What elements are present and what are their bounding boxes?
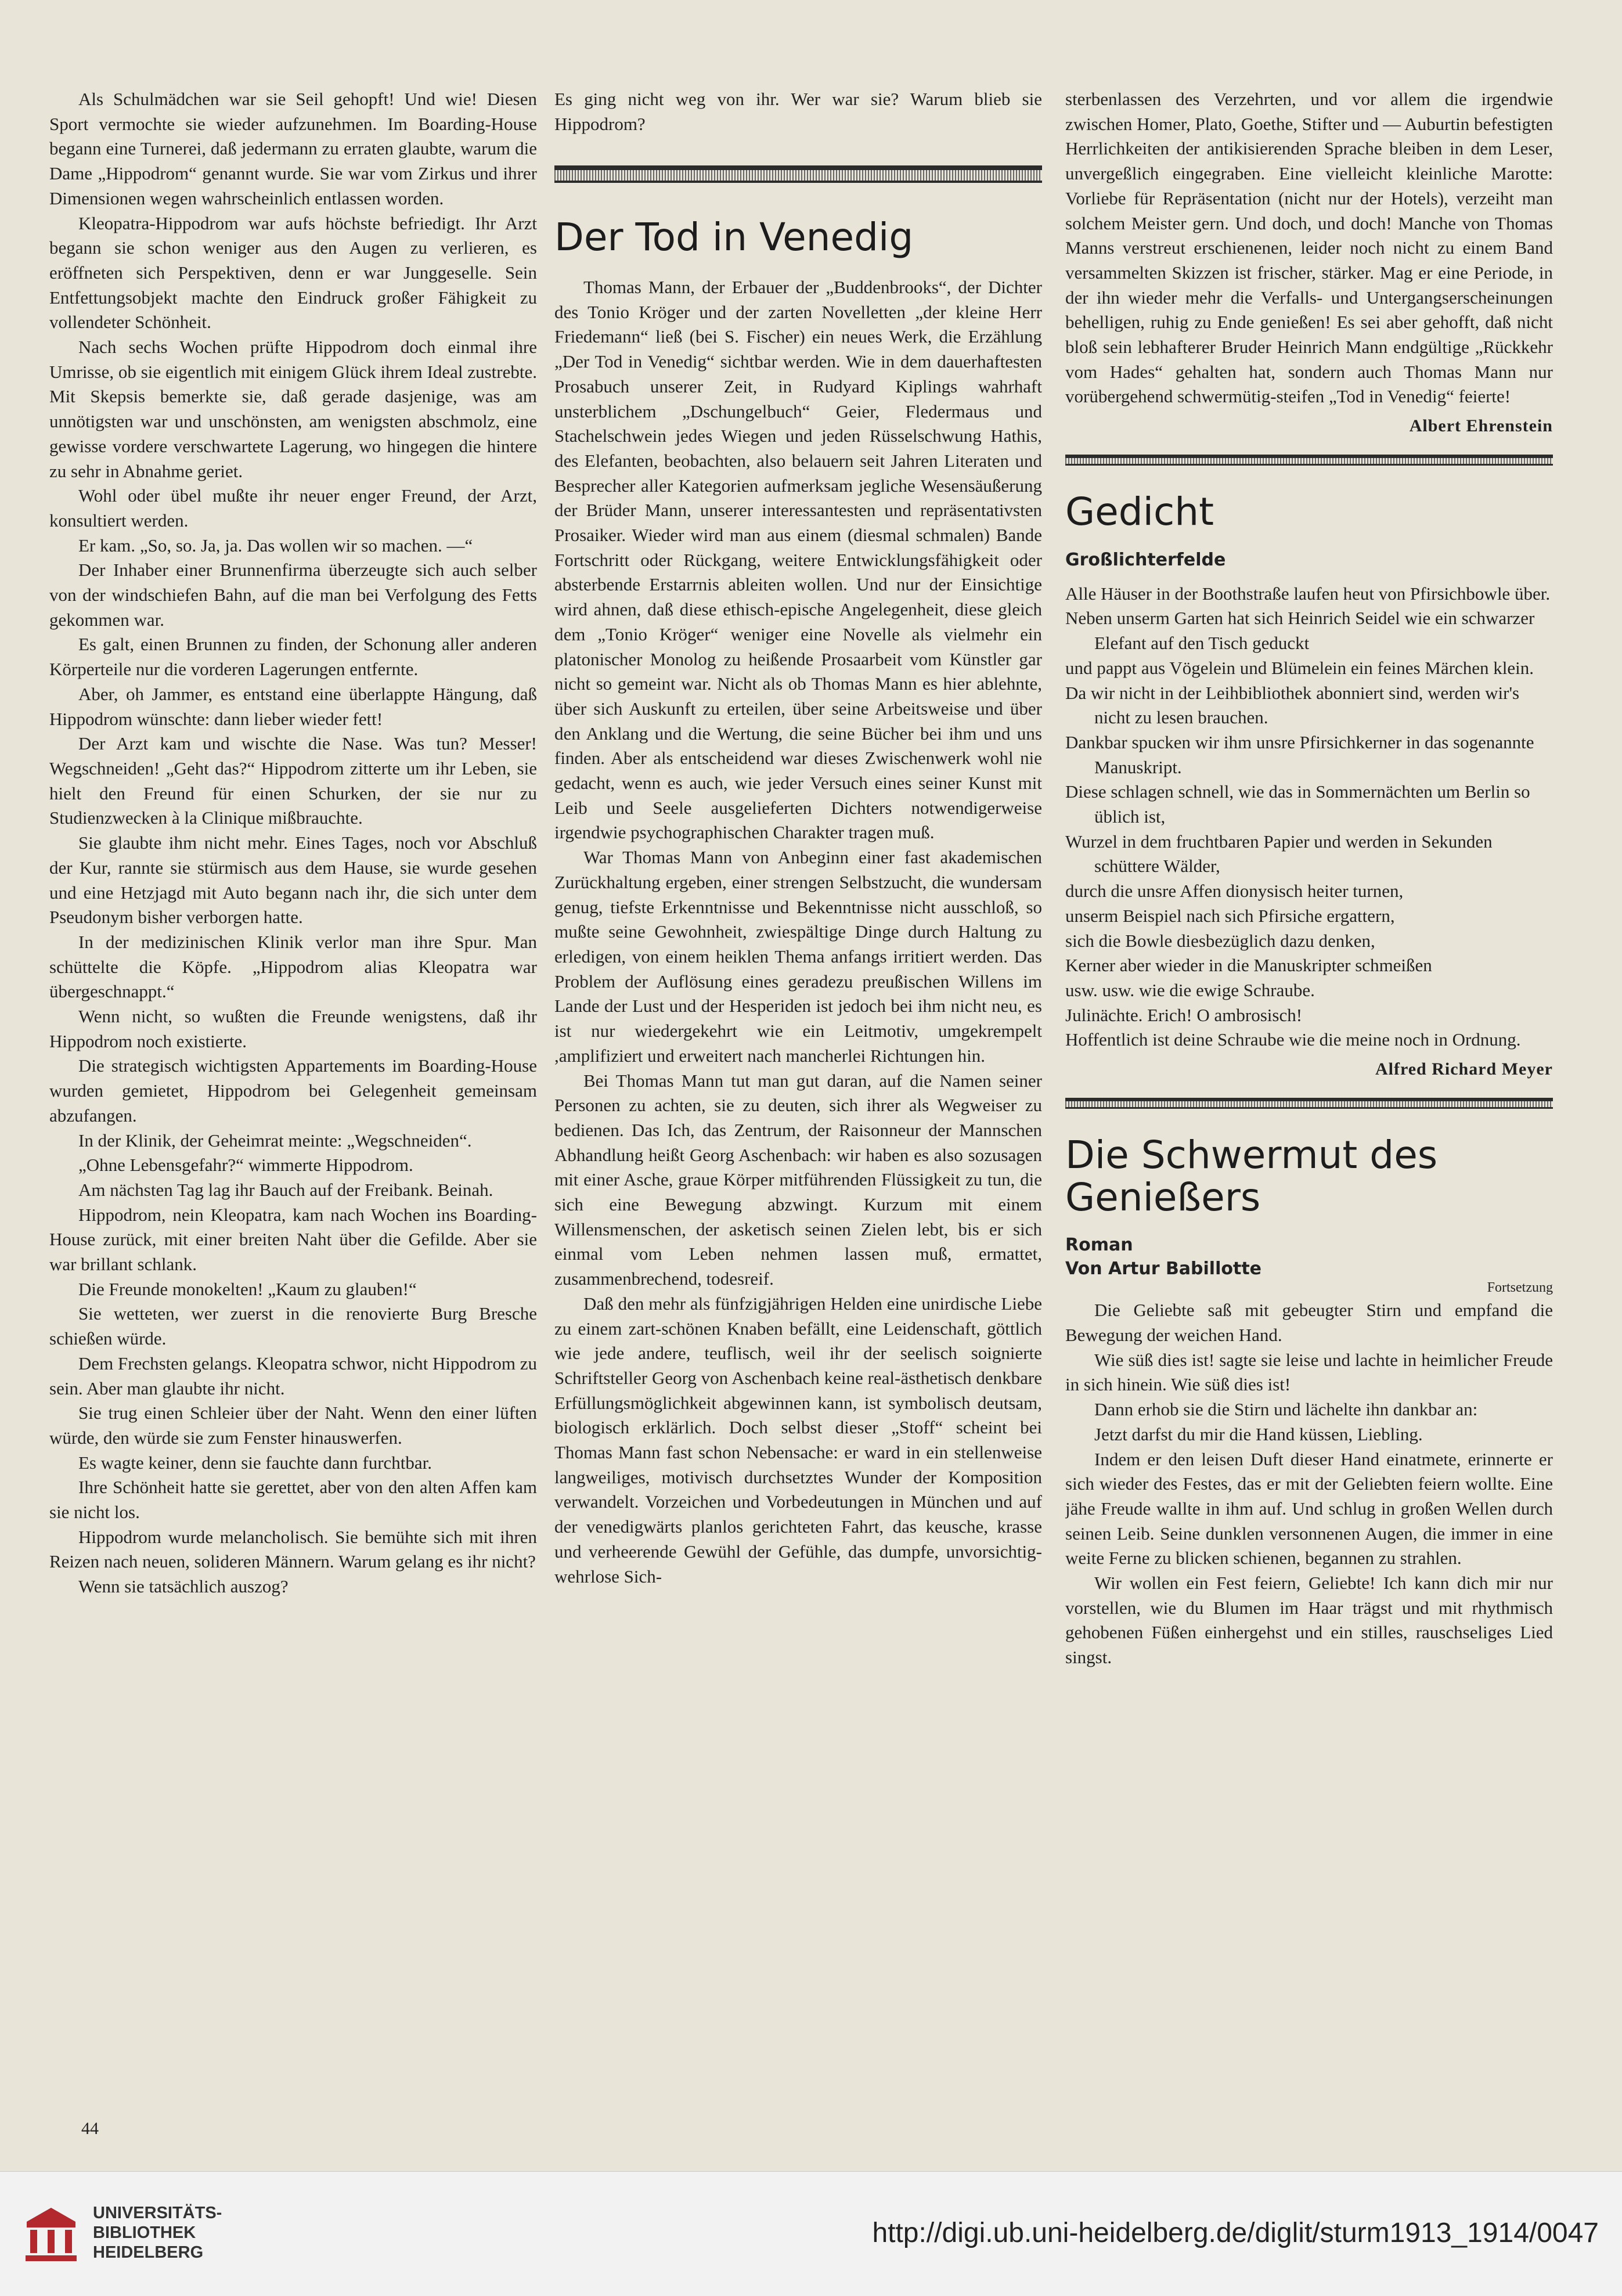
paragraph: Es wagte keiner, denn sie fauchte dann furchtbar. [78, 1452, 432, 1473]
column-3 [1065, 87, 1553, 1670]
paragraph: War Thomas Mann von Anbeginn einer fast akademischen Zurückhaltung ergeben, einer strengen Selbstzucht, die wundersam genug, tiefste Erkenntnisse und Bekenntnisse nicht ausschloß, so mußte seine Gewohnheit, zwiespältige Dinge durch Haltung zu erledigen, von einem heiklen Thema anfangs irritiert werden. Das Problem der Auflösung eines geradezu preußischen Willens im Lande der Lust und der Hesperiden ist jedoch bei ihm nicht neu, es ist nur wiedergekehrt wie ein Leitmotiv, umgekrempelt ,amplifiziert und erweitert nach mancherlei Richtungen hin. [554, 847, 1042, 1066]
poem-line: Da wir nicht in der Leihbibliothek abonniert sind, werden wir's nicht zu lesen brauchen. [1065, 682, 1520, 728]
poem-line: und pappt aus Vögelein und Blümelein ein feines Märchen klein. [1065, 657, 1534, 678]
paragraph: Die Geliebte saß mit gebeugter Stirn und empfand die Bewegung der weichen Hand. [1065, 1300, 1553, 1345]
paragraph: sterbenlassen des Verzehrten, und vor allem die irgendwie zwischen Homer, Plato, Goethe, Stifter und — Auburtin befestigten Herrlichkeiten der antikisierenden Sprache bleiben in dem Leser, unvergeßlich eingegraben. Eine vielleicht kleinliche Marotte: Vorliebe für Repräsentation (nicht nur der Hotels), verzeiht man solchem Meister gern. Und doch, und doch! Manche von Thomas Manns verstreut erschienenen, leider noch nicht zu einem Band versammelten Skizzen ist frischer, stärker. Mag er eine Periode, in der ihn wieder mehr die Verfalls- und Untergangserscheinungen behelligen, ruhig zu Ende genießen! Es sei aber gehofft, daß nicht bloß sein lebhafterer Bruder Heinrich Mann endgültige „Rückkehr vom Hades“ gehalten hat, sondern auch Thomas Mann nur vorübergehend schwermütig-steifen „Tod in Venedig“ feierte! [1065, 89, 1553, 407]
poem-line: Wurzel in dem fruchtbaren Papier und werden in Sekunden schüttere Wälder, [1065, 831, 1493, 877]
section-divider [554, 165, 1042, 183]
library-logo-text [93, 2203, 222, 2262]
poem-line: Hoffentlich ist deine Schraube wie die meine noch in Ordnung. [1065, 1029, 1521, 1050]
author-byline: Albert Ehrenstein [1409, 416, 1553, 436]
paragraph: Aber, oh Jammer, es entstand eine überlappte Hängung, daß Hippodrom wünschte: dann lieber wieder fett! [49, 683, 537, 729]
source-url-link[interactable]: http://digi.ub.uni-heidelberg.de/diglit/sturm1913_1914/0047 [872, 2218, 1599, 2248]
poem-line: Alle Häuser in der Boothstraße laufen heut von Pfirsichbowle über. [1065, 583, 1551, 604]
poem-line: Kerner aber wieder in die Manuskripter schmeißen [1065, 955, 1432, 976]
poem-subtitle: Großlichterfelde [1065, 549, 1226, 570]
poem-line: Dankbar spucken wir ihm unsre Pfirsichkerner in das sogenannte Manuskript. [1065, 731, 1534, 777]
paragraph: Sie trug einen Schleier über der Naht. Wenn den einer lüften würde, den würde sie zum Fenster hinauswerfen. [49, 1403, 537, 1448]
logo-line: BIBLIOTHEK [93, 2223, 196, 2242]
poem-line: Neben unserm Garten hat sich Heinrich Seidel wie ein schwarzer Elefant auf den Tisch geduckt [1065, 608, 1535, 654]
paragraph: Thomas Mann, der Erbauer der „Buddenbrooks“, der Dichter des Tonio Kröger und der zarten Novelletten „der kleine Herr Friedemann“ ließ (bei S. Fischer) ein neues Werk, die Erzählung „Der Tod in Venedig“ sichtbar werden. Wie in dem dauerhaftesten Prosabuch unserer Zeit, in Rudyard Kiplings wahrhaft unsterblichem „Dschungelbuch“ Geier, Fledermaus und Stachelschwein jedes Wiegen und jeden Rüsselschwung Hathis, des Elefanten, beobachten, also belauern seit Jahren Literaten und Besprecher aller Kategorien aufmerksam jegliche Wesensäußerung der Brüder Mann, unserer interessantesten und repräsentativsten Prosaiker. Wieder wird man aus einem (diesmal schmalen) Bande Fortschritt oder Rückgang, weitere Entwicklungsfähigkeit oder absterbende Erstarrnis ableiten wollen. Und nur der Einsichtige wird ahnen, daß diese ethisch-epische Angelegenheit, diese gleich dem „Tonio Kröger“ weniger eine Novelle als vielmehr ein platonischer Monolog zu heißende Prosaarbeit vom Künstler gar nicht so gemeint war. Nicht als ob Thomas Mann es hier ablehnte, über sich Auskunft zu erteilen, über seine Arbeitsweise und über den Anklang und die Wertung, die seine Bücher bei ihm und uns finden. Aber als entscheidend war dieses Zwischenwerk wohl nie gedacht, wenn es auch, wie jeder Versuch eines seiner Kunst mit Leib und Seele ausgelieferten Dichters notwendigerweise irgendwie psychographischen Charakter tragen muß. [554, 277, 1042, 843]
paragraph: In der Klinik, der Geheimrat meinte: „Wegschneiden“. [78, 1130, 472, 1151]
paragraph: Es galt, einen Brunnen zu finden, der Schonung aller anderen Körperteile nur die vorderen Lagerungen entfernte. [49, 634, 537, 680]
paragraph: Hippodrom wurde melancholisch. Sie bemühte sich mit ihren Reizen nach neuen, solideren Männern. Warum gelang es ihr nicht? [49, 1526, 537, 1572]
library-footer [0, 2171, 1622, 2296]
paragraph: Als Schulmädchen war sie Seil gehopft! Und wie! Diesen Sport vermochte sie wieder aufzunehmen. Im Boarding-House begann eine Turnerei, daß jedermann zu erraten glaubte, warum die Dame „Hippodrom“ genannt wurde. Sie war vom Zirkus und ihrer Dimensionen wegen wahrscheinlich entlassen worden. [49, 89, 537, 208]
paragraph: Kleopatra-Hippodrom war aufs höchste befriedigt. Ihr Arzt begann sie schon weniger aus den Augen zu verlieren, es eröffneten sich Perspektiven, denn er war Junggeselle. Sein Entfettungsobjekt machte den Eindruck großer Fähigkeit zu vollendeter Schönheit. [49, 212, 537, 333]
paragraph: Dem Frechsten gelangs. Kleopatra schwor, nicht Hippodrom zu sein. Aber man glaubte ihr nicht. [49, 1353, 537, 1398]
paragraph: Der Inhaber einer Brunnenfirma überzeugte sich auch selber von der windschiefen Bahn, auf die man bei Verfolgung des Fetts gekommen war. [49, 560, 537, 630]
poem-line: unserm Beispiel nach sich Pfirsiche ergattern, [1065, 905, 1395, 926]
poem-line: usw. usw. wie die ewige Schraube. [1065, 979, 1315, 1000]
library-logo-icon [22, 2205, 80, 2263]
paragraph: Wenn sie tatsächlich auszog? [78, 1576, 289, 1597]
poem-line: sich die Bowle diesbezüglich dazu denken, [1065, 930, 1375, 951]
paragraph: Die strategisch wichtigsten Appartements im Boarding-House wurden gemietet, Hippodrom bei Gelegenheit gemeinsam abzufangen. [49, 1055, 537, 1126]
continuation-label: Fortsetzung [1487, 1280, 1553, 1296]
paragraph: Daß den mehr als fünfzigjährigen Helden eine unirdische Liebe zu einem zart-schönen Knaben befällt, eine Leidenschaft, göttlich wie jede andere, teuflisch, weil ihr der seelisch soignierte Schriftsteller Georg von Aschenbach keine real-ästhetisch denkbare Erfüllungsmöglichkeit abgewinnen kann, ist symbolisch deutsam, biologisch erklärlich. Doch selbst dieser „Stoff“ scheint bei Thomas Mann fast schon Nebensache: er ward in ein stellenweise langweiliges, motivisch durchsetztes Wunder der Komposition verwandelt. Vorzeichen und Vorbedeutungen in München und auf der venedigwärts planlos gerichteten Fahrt, das keusche, krasse und verheerende Gewühl der Gefühle, das dumpfe, unvorsichtig-wehrlose Sich- [554, 1293, 1042, 1587]
poem-line: Julinächte. Erich! O ambrosisch! [1065, 1004, 1303, 1025]
poem-line: Diese schlagen schnell, wie das in Sommernächten um Berlin so üblich ist, [1065, 781, 1530, 827]
roman-label: Roman [1065, 1235, 1133, 1256]
author-byline: Alfred Richard Meyer [1375, 1059, 1553, 1079]
paragraph: „Ohne Lebensgefahr?“ wimmerte Hippodrom. [78, 1155, 413, 1176]
paragraph: Nach sechs Wochen prüfte Hippodrom doch einmal ihre Umrisse, ob sie eigentlich mit einigem Glück ihrem Ideal zustrebte. Mit Skepsis bemerkte sie, daß gerade dasjenige, was am unnötigsten war und unschönsten, am wenigsten abschmolz, eine gewisse vordere verschwartete Lagerung, wo hingegen die hintere zu sehr in Abnahme geriet. [49, 337, 537, 481]
headline-gedicht: Gedicht [1065, 489, 1214, 535]
section-divider [1065, 1098, 1553, 1109]
paragraph: Am nächsten Tag lag ihr Bauch auf der Freibank. Beinah. [78, 1179, 493, 1200]
roman-author: Von Artur Babillotte [1065, 1259, 1262, 1279]
paragraph: Die Freunde monokelten! „Kaum zu glauben!“ [78, 1278, 417, 1299]
logo-line: UNIVERSITÄTS- [93, 2204, 222, 2222]
logo-line: HEIDELBERG [93, 2243, 204, 2262]
paragraph: Wie süß dies ist! sagte sie leise und lachte in heimlicher Freude in sich hinein. Wie süß dies ist! [1065, 1349, 1553, 1395]
paragraph: Dann erhob sie die Stirn und lächelte ihn dankbar an: [1094, 1399, 1478, 1420]
page-number: 44 [81, 2119, 99, 2138]
poem-body [1065, 582, 1553, 1053]
paragraph: Der Arzt kam und wischte die Nase. Was tun? Messer! Wegschneiden! „Geht das?“ Hippodrom zitterte um ihr Leben, sie hielt den Freund für einen Schurken, der sie nur zu Studienzwecken à la Clinique mißbrauchte. [49, 733, 537, 828]
paragraph: Sie glaubte ihm nicht mehr. Eines Tages, noch vor Abschluß der Kur, rannte sie stürmisch aus dem Hause, sie wurde gesehen und eine Hetzjagd mit Auto begann nach ihr, die sich unter dem Pseudonym bisher verborgen hatte. [49, 832, 537, 928]
paragraph: Wenn nicht, so wußten die Freunde wenigstens, daß ihr Hippodrom noch existierte. [49, 1006, 537, 1051]
paragraph: Sie wetteten, wer zuerst in die renovierte Burg Bresche schießen würde. [49, 1303, 537, 1349]
column-1 [49, 87, 537, 1599]
paragraph: Bei Thomas Mann tut man gut daran, auf die Namen seiner Personen zu achten, sie zu deuten, sich ihrer als Wegweiser zu bedienen. Das Ich, das Zentrum, der Raisonneur der Mannschen Abhandlung heißt Georg Aschenbach: wir haben es also sozusagen mit einer Asche, graue Körper mitführenden Flüssigkeit zu tun, die sich eine Bewegung abzwingt. Kurzum mit einem Willensmenschen, der asketisch seinen Zielen lebt, bis er sich einmal vom Leben nehmen lassen muß, ermattet, zusammenbrechend, todesreif. [554, 1070, 1042, 1289]
paragraph: Wir wollen ein Fest feiern, Geliebte! Ich kann dich mir nur vorstellen, wie du Blumen im Haar trägst und mit rhythmisch gehobenen Füßen einhergehst und ein stilles, rauschseliges Lied singst. [1065, 1573, 1553, 1668]
poem-line: durch die unsre Affen dionysisch heiter turnen, [1065, 881, 1404, 902]
section-divider [1065, 455, 1553, 466]
paragraph: Jetzt darfst du mir die Hand küssen, Liebling. [1094, 1423, 1423, 1444]
paragraph: Er kam. „So, so. Ja, ja. Das wollen wir so machen. —“ [78, 535, 473, 556]
paragraph: Indem er den leisen Duft dieser Hand einatmete, erinnerte er sich wieder des Festes, das er mit der Geliebten feiern wollte. Eine jähe Freude wallte in ihm auf. Und schlug in großen Wellen durch seinen Leib. Seine dunklen versonnenen Augen, die immer in eine weite Ferne zu blicken schienen, begannen zu strahlen. [1065, 1448, 1553, 1569]
paragraph: Ihre Schönheit hatte sie gerettet, aber von den alten Affen kam sie nicht los. [49, 1477, 537, 1523]
headline-schwermut: Die Schwermut des Genießers [1065, 1133, 1438, 1220]
paragraph: In der medizinischen Klinik verlor man ihre Spur. Man schüttelte die Köpfe. „Hippodrom alias Kleopatra war übergeschnappt.“ [49, 931, 537, 1002]
paragraph: Wohl oder übel mußte ihr neuer enger Freund, der Arzt, konsultiert werden. [49, 485, 537, 531]
column-2 [554, 87, 1042, 1589]
story-continuation: Es ging nicht weg von ihr. Wer war sie? Warum blieb sie Hippodrom? [554, 89, 1042, 134]
paragraph: Hippodrom, nein Kleopatra, kam nach Wochen ins Boarding-House zurück, mit einer breiten Naht über die Gefilde. Aber sie war brillant schlank. [49, 1204, 537, 1275]
headline-tod-in-venedig: Der Tod in Venedig [554, 215, 914, 260]
